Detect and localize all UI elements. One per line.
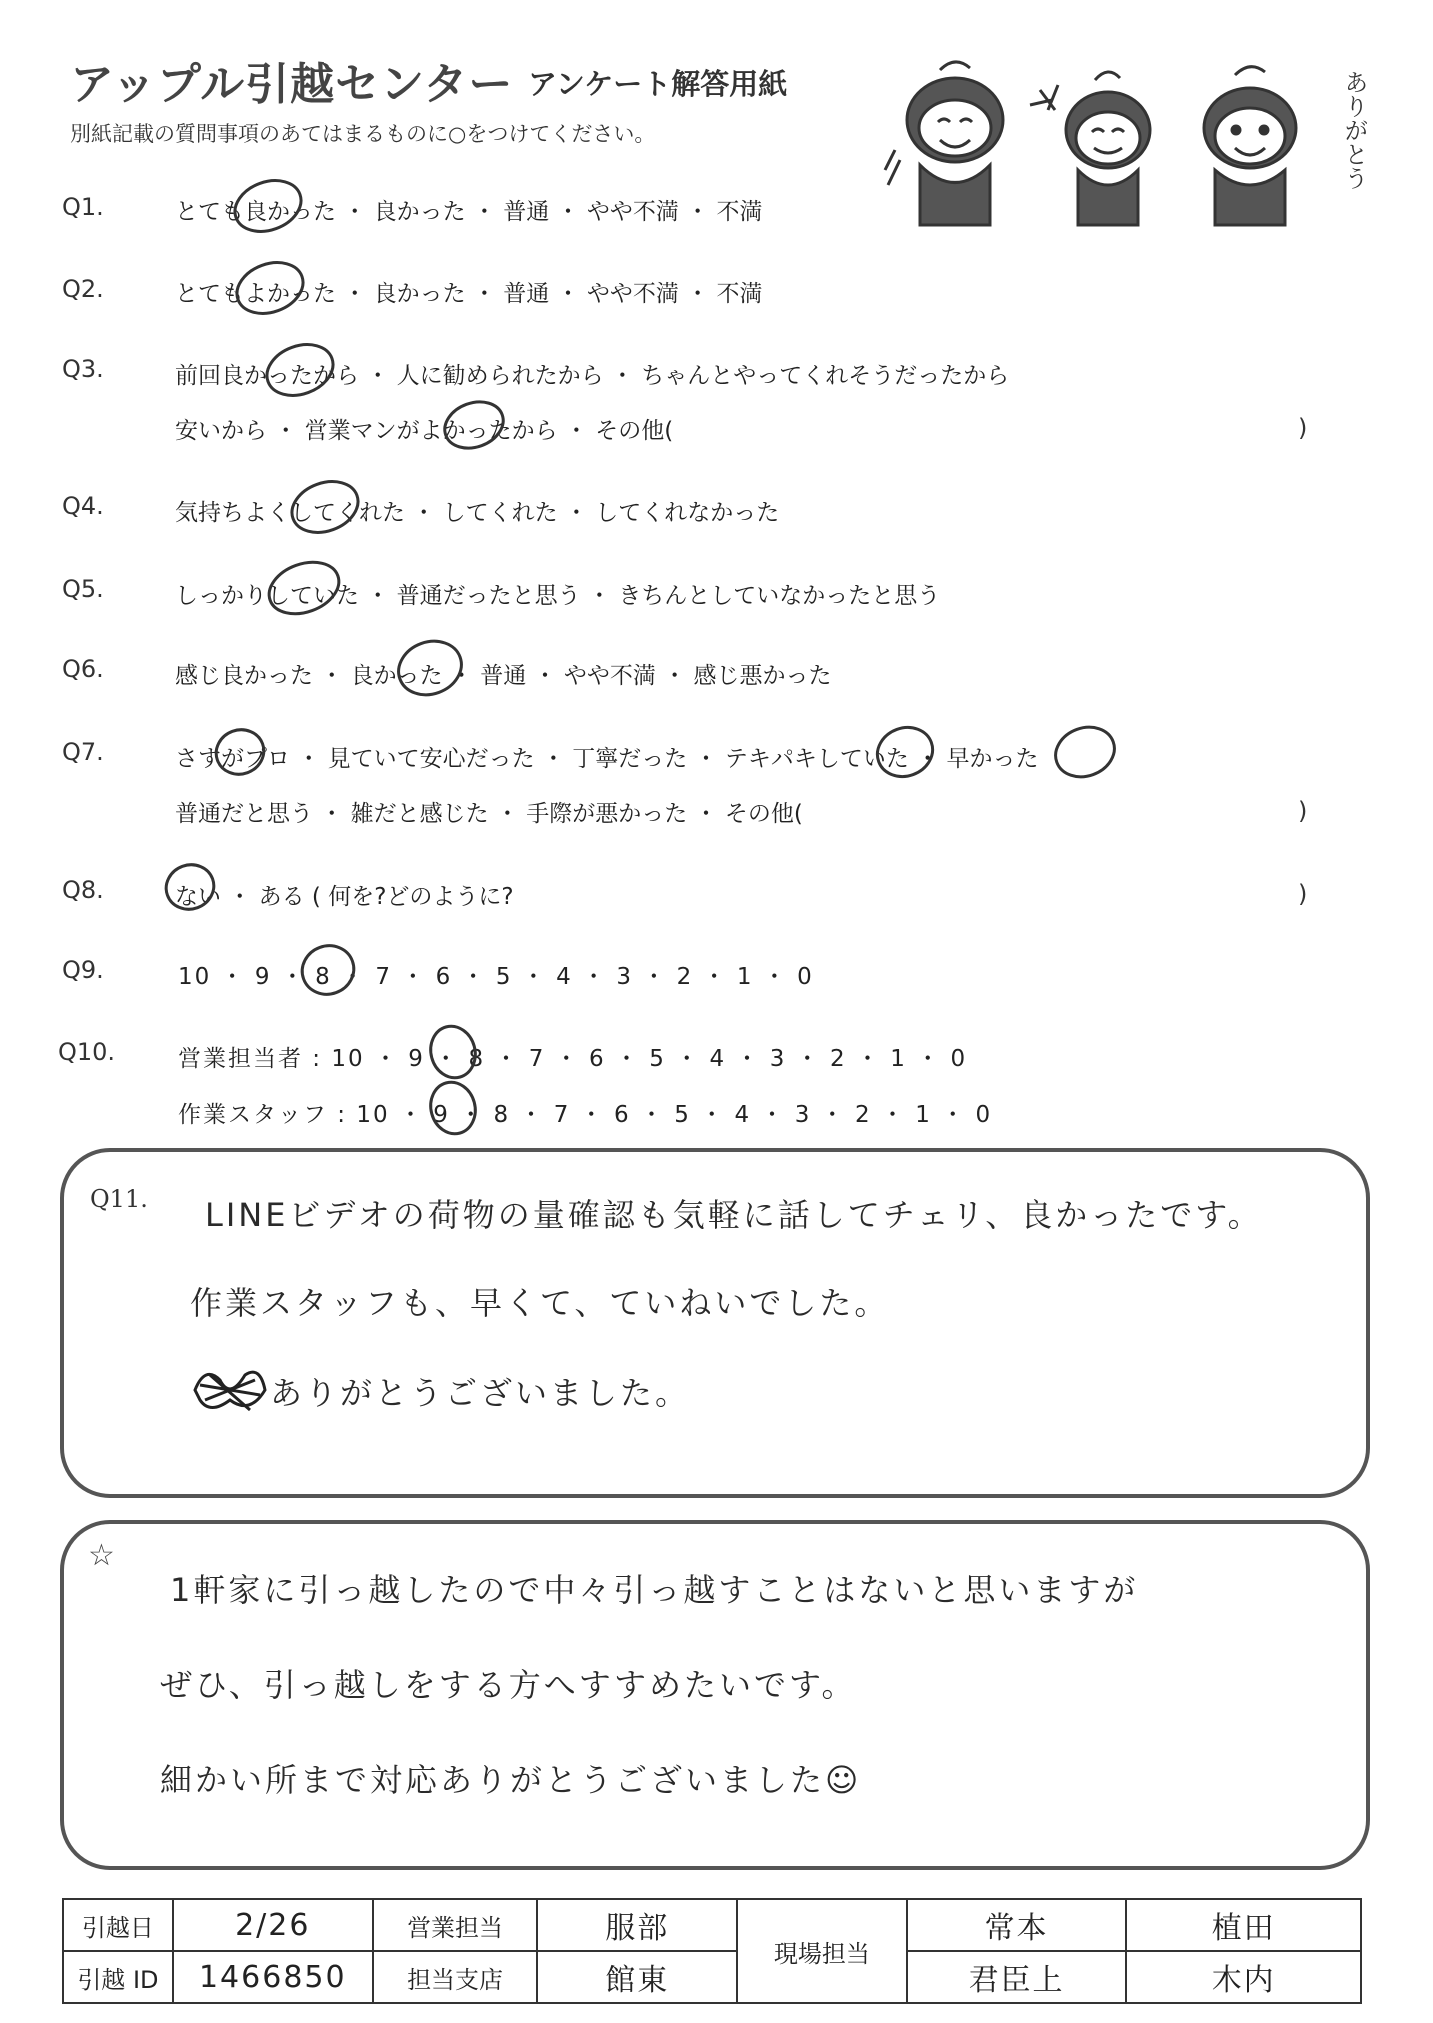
site-staff-2: 植田 <box>1126 1899 1361 1951</box>
q11-handwriting-line2: 作業スタッフも、早くて、ていねいでした。 <box>190 1284 890 1322</box>
move-id-label: 引越 ID <box>63 1951 173 2003</box>
q5-label: Q5. <box>62 575 104 603</box>
q9-label: Q9. <box>62 956 104 984</box>
q8-close-paren: ) <box>1298 880 1308 908</box>
q10-label: Q10. <box>58 1038 116 1066</box>
sales-rep-value: 服部 <box>537 1899 737 1951</box>
q4-label: Q4. <box>62 492 104 520</box>
move-id-value: 1466850 <box>173 1951 373 2003</box>
star-icon: ☆ <box>88 1538 115 1573</box>
q8-label: Q8. <box>62 876 104 904</box>
site-staff-4: 木内 <box>1126 1951 1361 2003</box>
q10-sales-options: 営業担当者 : 10 ・ 9 ・ 8 ・ 7 ・ 6 ・ 5 ・ 4 ・ 3 ・ 2 ・ 1 ・ 0 <box>178 1046 968 1072</box>
company-title: アップル引越センター <box>70 59 514 110</box>
scribble-out-mark <box>190 1360 270 1420</box>
q3-options-line2: 安いから ・ 営業マンがよかったから ・ その他( <box>175 418 674 444</box>
q7-answer-circle-3 <box>1049 719 1122 785</box>
move-info-table <box>62 1898 1362 2004</box>
comment-handwriting-line2: ぜひ、引っ越しをする方へすすめたいです。 <box>160 1666 857 1704</box>
site-staff-3: 君臣上 <box>907 1951 1127 2003</box>
q11-handwriting-line1: LINEビデオの荷物の量確認も気軽に話してチェリ、良かったです。 <box>205 1196 1263 1234</box>
q6-options: 感じ良かった ・ 良かった ・ 普通 ・ やや不満 ・ 感じ悪かった <box>175 663 832 689</box>
q7-close-paren: ) <box>1298 797 1308 825</box>
monkey-mascot-illustration <box>880 50 1370 230</box>
q3-close-paren: ) <box>1298 414 1308 442</box>
site-staff-1: 常本 <box>907 1899 1127 1951</box>
q7-options-line1: さすがプロ ・ 見ていて安心だった ・ 丁寧だった ・ テキパキしていた ・ 早かった <box>175 746 1039 772</box>
q7-options-line2: 普通だと思う ・ 雑だと感じた ・ 手際が悪かった ・ その他( <box>175 801 803 827</box>
q2-options: とてもよかった ・ 良かった ・ 普通 ・ やや不満 ・ 不満 <box>175 281 763 307</box>
move-date-label: 引越日 <box>63 1899 173 1951</box>
branch-label: 担当支店 <box>373 1951 538 2003</box>
mascot-thanks-text: ありがとう <box>1340 70 1368 190</box>
comment-handwriting-line3: 細かい所まで対応ありがとうございました☺ <box>160 1761 862 1799</box>
q3-options-line1: 前回良かったから ・ 人に勧められたから ・ ちゃんとやってくれそうだったから <box>175 363 1010 389</box>
q11-label: Q11. <box>90 1185 148 1213</box>
branch-value: 館東 <box>537 1951 737 2003</box>
q7-label: Q7. <box>62 738 104 766</box>
q9-options: 10 ・ 9 ・ 8 ・ 7 ・ 6 ・ 5 ・ 4 ・ 3 ・ 2 ・ 1 ・ 0 <box>178 964 814 990</box>
q2-label: Q2. <box>62 275 104 303</box>
q11-handwriting-line3: ありがとうございました。 <box>270 1374 691 1412</box>
instruction-text: 別紙記載の質問事項のあてはまるものに○をつけてください。 <box>70 122 656 146</box>
q8-options: ない ・ ある ( 何を?どのように? <box>175 884 514 910</box>
q1-options: とても良かった ・ 良かった ・ 普通 ・ やや不満 ・ 不満 <box>175 199 763 225</box>
site-staff-label: 現場担当 <box>737 1899 907 2003</box>
q10-staff-options: 作業スタッフ : 10 ・ 9 ・ 8 ・ 7 ・ 6 ・ 5 ・ 4 ・ 3 ・ 2 ・ 1 ・ 0 <box>178 1102 993 1128</box>
form-title: アンケート解答用紙 <box>528 67 788 101</box>
q6-label: Q6. <box>62 655 104 683</box>
q1-label: Q1. <box>62 193 104 221</box>
move-date-value: 2/26 <box>173 1899 373 1951</box>
q5-options: しっかりしていた ・ 普通だったと思う ・ きちんとしていなかったと思う <box>175 583 941 609</box>
comment-handwriting-line1: 1軒家に引っ越したので中々引っ越すことはないと思いますが <box>170 1571 1139 1609</box>
sales-rep-label: 営業担当 <box>373 1899 538 1951</box>
q4-options: 気持ちよくしてくれた ・ してくれた ・ してくれなかった <box>175 500 780 526</box>
q3-label: Q3. <box>62 355 104 383</box>
